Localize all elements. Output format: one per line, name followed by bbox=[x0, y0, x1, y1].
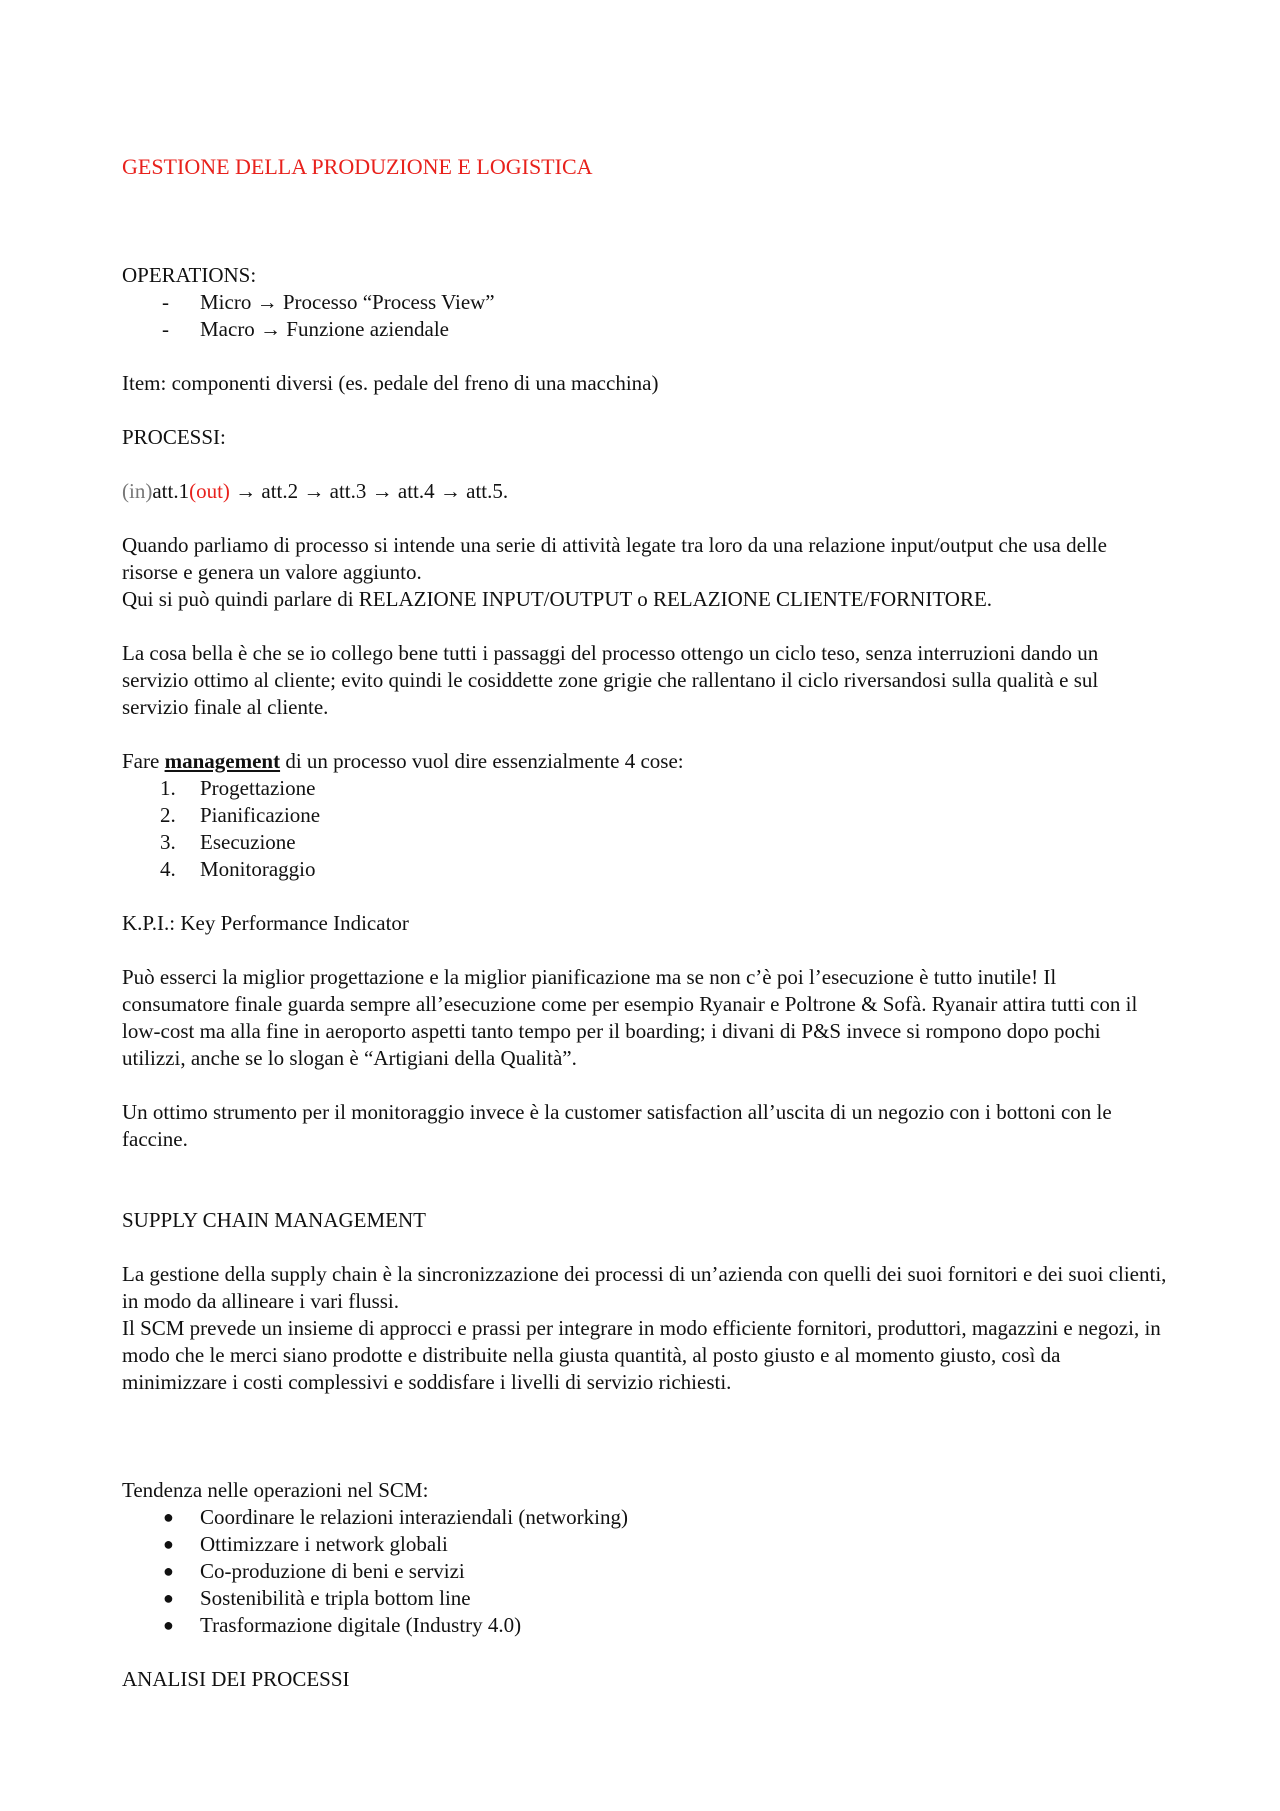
list-item-text: Monitoraggio bbox=[200, 857, 316, 881]
list-item-text: Coordinare le relazioni interaziendali (networking) bbox=[200, 1505, 628, 1529]
number-marker: 3. bbox=[160, 830, 176, 854]
list-item-text: Ottimizzare i network globali bbox=[200, 1532, 448, 1556]
dash-marker: - bbox=[162, 290, 169, 314]
list-item bbox=[122, 775, 1167, 802]
paragraph-scm-approach: Il SCM prevede un insieme di approcci e prassi per integrare in modo efficiente fornitori, produttori, magazzini e negozi, in modo che le merci siano prodotte e distribuite nella giusta quantità, al posto giusto e al momento giusto, così da minimizzare i costi complessivi e soddisfare i livelli di servizio richiesti. bbox=[122, 1316, 1161, 1394]
list-item bbox=[122, 1558, 1167, 1585]
processi-heading: PROCESSI: bbox=[122, 425, 226, 449]
list-item-text: Trasformazione digitale (Industry 4.0) bbox=[200, 1613, 522, 1637]
flow-sequence: → att.2 → att.3 → att.4 → att.5. bbox=[229, 479, 509, 503]
tendenza-list bbox=[122, 1504, 1167, 1639]
list-item bbox=[122, 1585, 1167, 1612]
list-item-text: Macro → Funzione aziendale bbox=[200, 317, 449, 341]
list-item bbox=[122, 1612, 1167, 1639]
list-item bbox=[122, 289, 1167, 316]
management-keyword: management bbox=[164, 749, 281, 773]
list-item bbox=[122, 829, 1167, 856]
operations-list bbox=[122, 289, 1167, 343]
paragraph-cycle: La cosa bella è che se io collego bene tutti i passaggi del processo ottengo un ciclo teso, senza interruzioni dando un servizio ottimo al cliente; evito quindi le cosiddette zone grigie che rallentano il ciclo riversandosi sulla qualità e sul servizio finale al cliente. bbox=[122, 641, 1099, 719]
paragraph-relation: Qui si può quindi parlare di RELAZIONE INPUT/OUTPUT o RELAZIONE CLIENTE/FORNITORE. bbox=[122, 587, 993, 611]
number-marker: 1. bbox=[160, 776, 176, 800]
number-marker: 4. bbox=[160, 857, 176, 881]
list-item bbox=[122, 316, 1167, 343]
process-flow bbox=[122, 478, 1167, 505]
management-intro bbox=[122, 748, 1167, 775]
scm-heading: SUPPLY CHAIN MANAGEMENT bbox=[122, 1208, 426, 1232]
management-intro-end: di un processo vuol dire essenzialmente 4 cose: bbox=[280, 749, 684, 773]
document-body bbox=[122, 153, 1167, 1693]
management-list bbox=[122, 775, 1167, 883]
bullet-icon: ● bbox=[163, 1561, 174, 1581]
tendenza-heading: Tendenza nelle operazioni nel SCM: bbox=[122, 1478, 429, 1502]
list-item-text: Esecuzione bbox=[200, 830, 296, 854]
management-intro-start: Fare bbox=[122, 749, 165, 773]
flow-output-label: (out) bbox=[189, 479, 230, 503]
operations-heading: OPERATIONS: bbox=[122, 263, 257, 287]
list-item-text: Micro → Processo “Process View” bbox=[200, 290, 495, 314]
list-item bbox=[122, 802, 1167, 829]
list-item-text: Co-produzione di beni e servizi bbox=[200, 1559, 465, 1583]
item-definition: Item: componenti diversi (es. pedale del freno di una macchina) bbox=[122, 371, 659, 395]
document-title: GESTIONE DELLA PRODUZIONE E LOGISTICA bbox=[122, 154, 593, 179]
dash-marker: - bbox=[162, 317, 169, 341]
list-item-text: Pianificazione bbox=[200, 803, 321, 827]
bullet-icon: ● bbox=[163, 1534, 174, 1554]
paragraph-scm-definition: La gestione della supply chain è la sincronizzazione dei processi di un’azienda con quelli dei suoi fornitori e dei suoi clienti, in modo da allineare i vari flussi. bbox=[122, 1262, 1167, 1313]
list-item bbox=[122, 856, 1167, 883]
list-item-text: Progettazione bbox=[200, 776, 316, 800]
list-item bbox=[122, 1504, 1167, 1531]
kpi-definition: K.P.I.: Key Performance Indicator bbox=[122, 911, 409, 935]
bullet-icon: ● bbox=[163, 1615, 174, 1635]
paragraph-process-definition: Quando parliamo di processo si intende una serie di attività legate tra loro da una relazione input/output che usa delle risorse e genera un valore aggiunto. bbox=[122, 533, 1107, 584]
analisi-heading: ANALISI DEI PROCESSI bbox=[122, 1667, 350, 1691]
bullet-icon: ● bbox=[163, 1588, 174, 1608]
paragraph-monitoring: Un ottimo strumento per il monitoraggio invece è la customer satisfaction all’uscita di un negozio con i bottoni con le faccine. bbox=[122, 1100, 1112, 1151]
list-item bbox=[122, 1531, 1167, 1558]
bullet-icon: ● bbox=[163, 1507, 174, 1527]
flow-input-label: (in) bbox=[122, 479, 153, 503]
number-marker: 2. bbox=[160, 803, 176, 827]
flow-activity-1: att.1 bbox=[152, 479, 190, 503]
paragraph-execution: Può esserci la miglior progettazione e la miglior pianificazione ma se non c’è poi l’esecuzione è tutto inutile! Il consumatore finale guarda sempre all’esecuzione come per esempio Ryanair e Poltrone & Sofà. Ryanair attira tutti con il low-cost ma alla fine in aeroporto aspetti tanto tempo per il boarding; i divani di P&S invece si rompono dopo pochi utilizzi, anche se lo slogan è “Artigiani della Qualità”. bbox=[122, 965, 1138, 1070]
list-item-text: Sostenibilità e tripla bottom line bbox=[200, 1586, 471, 1610]
